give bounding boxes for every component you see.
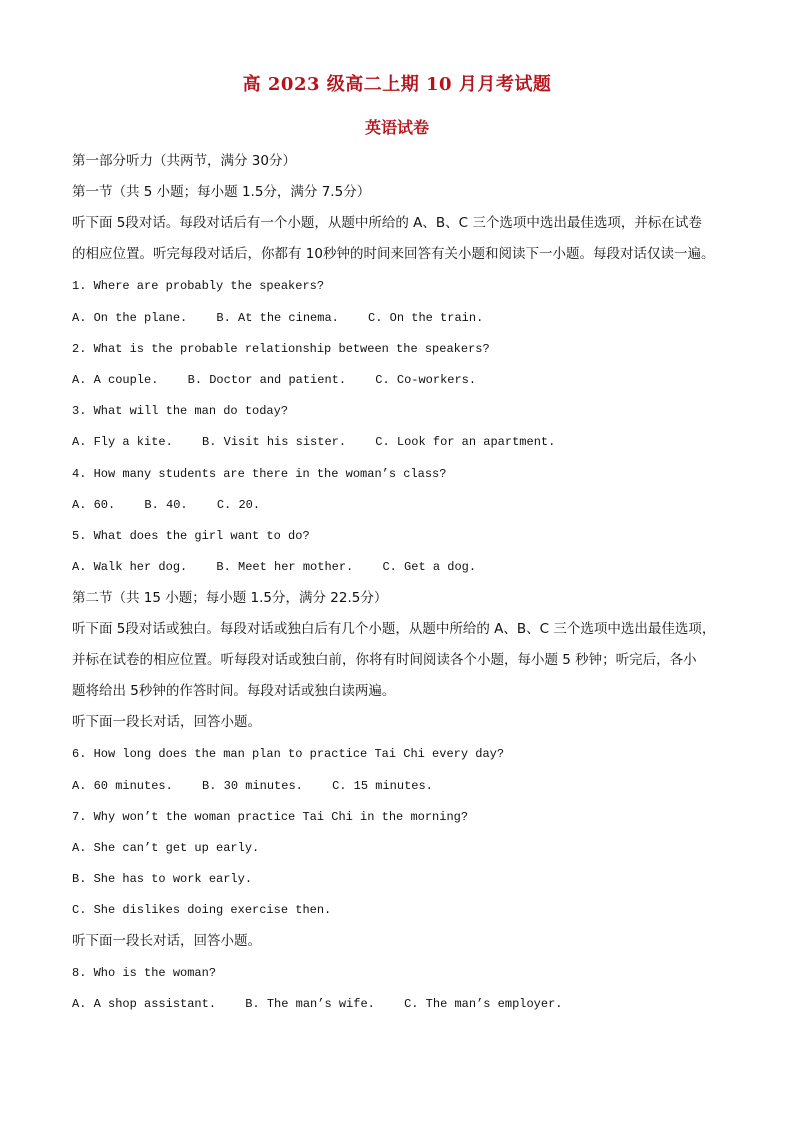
question-6-option-a: A. 60 minutes. bbox=[72, 779, 173, 793]
question-8-option-c: C. The man’s employer. bbox=[404, 997, 563, 1011]
question-8-option-b: B. The man’s wife. bbox=[245, 997, 375, 1011]
question-6-options bbox=[72, 777, 732, 795]
question-5-option-a: A. Walk her dog. bbox=[72, 560, 188, 574]
section1-heading: 第一节（共 5 小题；每小题 1.5分，满分 7.5分） bbox=[72, 184, 371, 200]
listen-long-dialogue-1: 听下面一段长对话，回答小题。 bbox=[72, 714, 261, 730]
question-5-options bbox=[72, 558, 732, 576]
question-4-stem: 4. How many students are there in the woman’s class? bbox=[72, 467, 447, 481]
section1-instructions-line2: 的相应位置。听完每段对话后，你都有 10秒钟的时间来回答有关小题和阅读下一小题。每段对话仅读一遍。 bbox=[72, 246, 715, 262]
question-3-options bbox=[72, 433, 732, 451]
question-8-option-a: A. A shop assistant. bbox=[72, 997, 217, 1011]
question-1-option-c: C. On the train. bbox=[368, 311, 484, 325]
question-1-option-b: B. At the cinema. bbox=[216, 311, 339, 325]
question-7-option-c: C. She dislikes doing exercise then. bbox=[72, 903, 332, 917]
question-2-option-c: C. Co-workers. bbox=[375, 373, 477, 387]
section1-instructions-line1: 听下面 5段对话。每段对话后有一个小题，从题中所给的 A、B、C 三个选项中选出最佳选项，并标在试卷 bbox=[72, 215, 702, 231]
section2-instructions-line2: 并标在试卷的相应位置。听每段对话或独白前，你将有时间阅读各个小题，每小题 5 秒钟；听完后，各小 bbox=[72, 652, 697, 668]
question-5-option-b: B. Meet her mother. bbox=[216, 560, 354, 574]
section2-instructions-line1: 听下面 5段对话或独白。每段对话或独白后有几个小题，从题中所给的 A、B、C 三个选项中选出最佳选项， bbox=[72, 621, 716, 637]
part1-heading: 第一部分听力（共两节，满分 30分） bbox=[72, 153, 296, 169]
question-2-stem: 2. What is the probable relationship between the speakers? bbox=[72, 342, 490, 356]
question-3-option-b: B. Visit his sister. bbox=[202, 435, 347, 449]
question-7-option-a: A. She can’t get up early. bbox=[72, 841, 260, 855]
question-3-stem: 3. What will the man do today? bbox=[72, 404, 289, 418]
question-2-option-b: B. Doctor and patient. bbox=[187, 373, 347, 387]
exam-subtitle: 英语试卷 bbox=[364, 118, 429, 137]
question-6-option-b: B. 30 minutes. bbox=[202, 779, 303, 793]
section2-heading: 第二节（共 15 小题；每小题 1.5分，满分 22.5分） bbox=[72, 590, 388, 606]
question-8-options bbox=[72, 995, 732, 1013]
question-1-option-a: A. On the plane. bbox=[72, 311, 188, 325]
section2-instructions-line3: 题将给出 5秒钟的作答时间。每段对话或独白读两遍。 bbox=[72, 683, 396, 699]
question-4-option-c: C. 20. bbox=[216, 498, 261, 512]
question-7-option-b: B. She has to work early. bbox=[72, 872, 253, 886]
question-6-option-c: C. 15 minutes. bbox=[332, 779, 433, 793]
question-5-stem: 5. What does the girl want to do? bbox=[72, 529, 310, 543]
question-7-stem: 7. Why won’t the woman practice Tai Chi in the morning? bbox=[72, 810, 469, 824]
question-8-stem: 8. Who is the woman? bbox=[72, 966, 217, 980]
question-5-option-c: C. Get a dog. bbox=[382, 560, 477, 574]
question-3-option-c: C. Look for an apartment. bbox=[375, 435, 556, 449]
question-4-option-a: A. 60. bbox=[72, 498, 116, 512]
exam-title: 高 2023 级高二上期 10 月月考试题 bbox=[242, 74, 552, 95]
question-2-options bbox=[72, 371, 732, 389]
question-4-option-b: B. 40. bbox=[144, 498, 188, 512]
question-4-options bbox=[72, 496, 732, 514]
listen-long-dialogue-2: 听下面一段长对话，回答小题。 bbox=[72, 933, 261, 949]
question-1-stem: 1. Where are probably the speakers? bbox=[72, 279, 325, 293]
question-1-options bbox=[72, 309, 732, 327]
question-3-option-a: A. Fly a kite. bbox=[72, 435, 173, 449]
question-2-option-a: A. A couple. bbox=[72, 373, 159, 387]
question-6-stem: 6. How long does the man plan to practice Tai Chi every day? bbox=[72, 747, 505, 761]
